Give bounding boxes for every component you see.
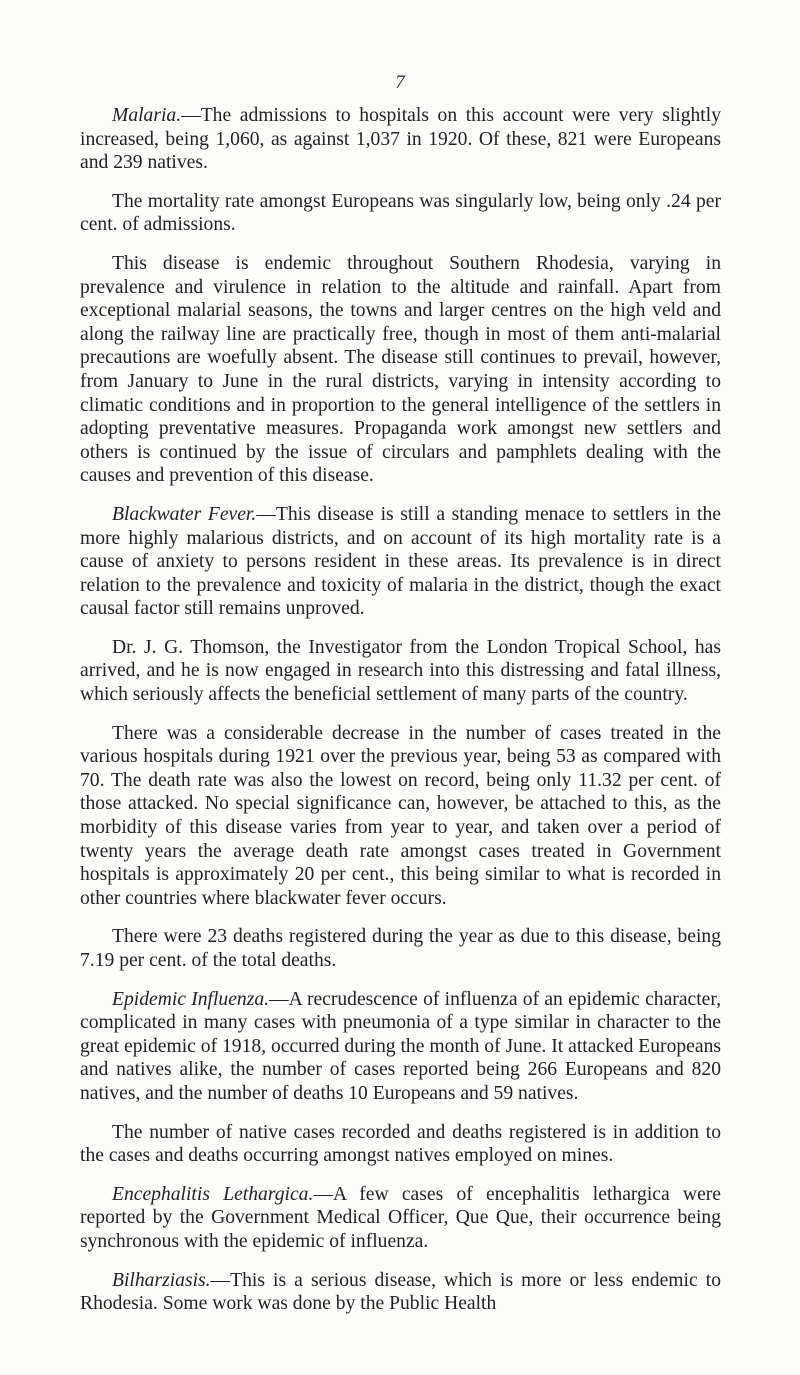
paragraph-decrease — [80, 722, 721, 911]
paragraph-blackwater-fever — [80, 503, 721, 621]
section-heading-bilharziasis: Bilharziasis. — [112, 1269, 211, 1291]
section-heading-encephalitis-lethargica: Encephalitis Lethargica. — [112, 1183, 314, 1205]
paragraph-encephalitis-lethargica — [80, 1183, 721, 1254]
paragraph-thomson — [80, 636, 721, 707]
page-number: 7 — [395, 72, 405, 93]
paragraph-text: There was a considerable decrease in the number of cases treated in the various hospitals during 1921 over the previous year, being 53 as compared with 70. The death rate was also the lowest on record, being only 11.32 per cent. of those attacked. No special significance can, however, be attached to this, as the morbidity of this disease varies from year to year, and taken over a period of twenty years the average death rate amongst cases treated in Government hospitals is approximately 20 per cent., this being similar to what is recorded in other countries where blackwater fever occurs. — [80, 722, 721, 909]
paragraph-text: —A few cases of encephalitis lethargica were reported by the Government Medical Officer, Que Que, their occurrence being synchronous with the epidemic of influenza. — [80, 1183, 721, 1252]
body-text — [80, 104, 721, 1331]
section-heading-blackwater-fever: Blackwater Fever. — [112, 503, 257, 525]
paragraph-epidemic-influenza — [80, 988, 721, 1106]
paragraph-native-cases — [80, 1121, 721, 1168]
paragraph-deaths — [80, 925, 721, 972]
section-heading-epidemic-influenza: Epidemic Influenza. — [112, 988, 270, 1010]
paragraph-text: —This is a serious disease, which is more or less endemic to Rhodesia. Some work was done by the Public Health — [80, 1269, 721, 1315]
paragraph-mortality — [80, 190, 721, 237]
paragraph-text: The number of native cases recorded and deaths registered is in addition to the cases and deaths occurring amongst natives employed on mines. — [80, 1121, 721, 1167]
paragraph-text: There were 23 deaths registered during the year as due to this disease, being 7.19 per cent. of the total deaths. — [80, 926, 721, 971]
paragraph-text: The mortality rate amongst Europeans was singularly low, being only .24 per cent. of admissions. — [80, 190, 721, 236]
paragraph-malaria — [80, 104, 721, 175]
paragraph-bilharziasis — [80, 1269, 721, 1316]
section-heading-malaria: Malaria. — [112, 105, 182, 126]
paragraph-text: —This disease is still a standing menace to settlers in the more highly malarious districts, and on account of its high mortality rate is a cause of anxiety to persons resident in these areas. Its prevalence is in direct relation to the prevalence and toxicity of malaria in the district, though the exact causal factor still remains unproved. — [80, 503, 721, 620]
paragraph-endemic — [80, 252, 721, 488]
paragraph-text: This disease is endemic throughout Southern Rhodesia, varying in prevalence and virulence in relation to the altitude and rainfall. Apart from exceptional malarial seasons, the towns and larger centres on the high veld and along the railway line are practically free, though in most of them anti-malarial precautions are woefully absent. The disease still continues to prevail, however, from January to June in the rural districts, varying in intensity according to climatic conditions and in proportion to the general intelligence of the settlers in adopting preventative measures. Propaganda work amongst new settlers and others is continued by the issue of circulars and pamphlets dealing with the causes and prevention of this disease. — [80, 252, 721, 487]
paragraph-text: —A recrudescence of influenza of an epidemic character, complicated in many cases with pneumonia of a type similar in character to the great epidemic of 1918, occurred during the month of June. It attacked Europeans and natives alike, the number of cases reported being 266 Europeans and 820 natives, and the number of deaths 10 Europeans and 59 natives. — [80, 988, 721, 1104]
paragraph-text: —The admissions to hospitals on this account were very slightly increased, being 1,060, as against 1,037 in 1920. Of these, 821 were Europeans and 239 natives. — [80, 105, 721, 174]
paragraph-text: Dr. J. G. Thomson, the Investigator from the London Tropical School, has arrived, and he is now engaged in research into this distressing and fatal illness, which seriously affects the beneficial settlement of many parts of the country. — [80, 636, 721, 706]
